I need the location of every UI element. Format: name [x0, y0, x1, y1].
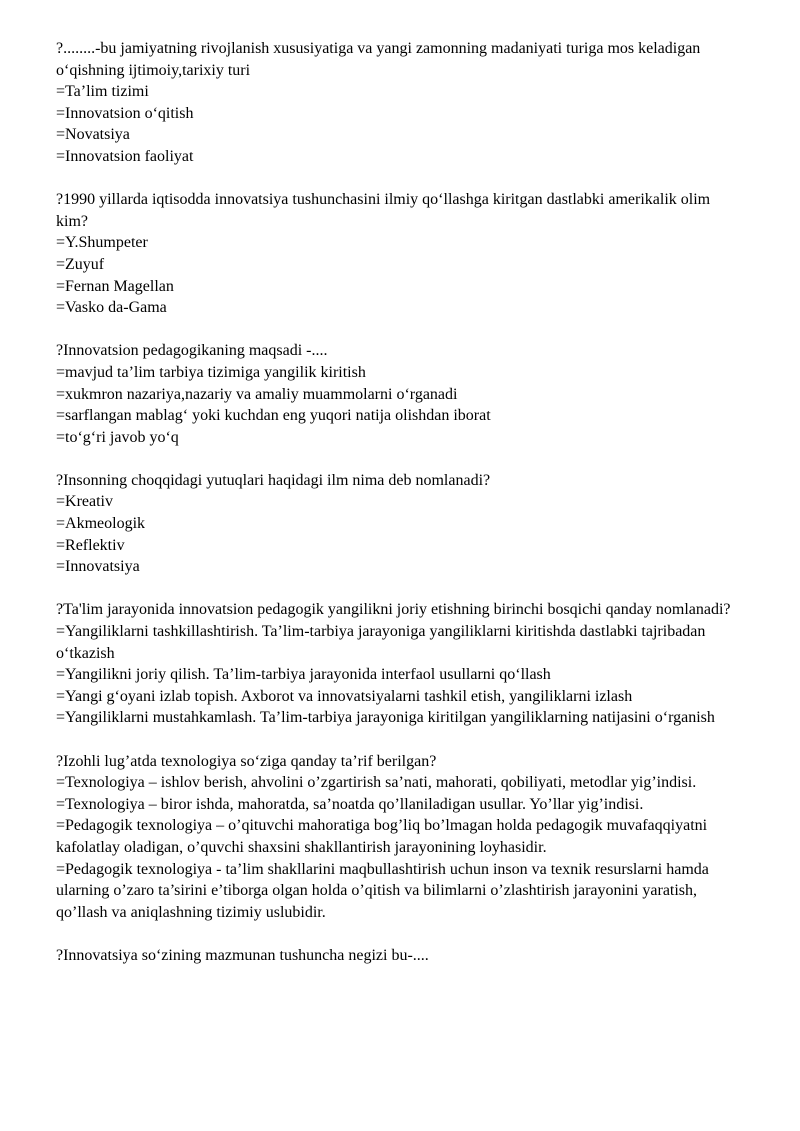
- answer-option: =Y.Shumpeter: [56, 234, 148, 252]
- answer-option: =Texnologiya – biror ishda, mahoratda, sa’noatda qo’llaniladigan usullar. Yo’llar yig’indisi.: [56, 795, 644, 813]
- answer-option: =Innovatsiya: [56, 558, 140, 576]
- question-text: ?Izohli lug’atda texnologiya so‘ziga qanday ta’rif berilgan?: [56, 752, 437, 770]
- answer-option: =mavjud ta’lim tarbiya tizimiga yangilik kiritish: [56, 363, 366, 381]
- question-text: ?Innovatsiya so‘zining mazmunan tushuncha negizi bu-....: [56, 946, 429, 964]
- answer-option: =to‘g‘ri javob yo‘q: [56, 428, 179, 446]
- question-block-3: [56, 340, 746, 448]
- answer-option: =xukmron nazariya,nazariy va amaliy muammolarni o‘rganadi: [56, 385, 458, 403]
- question-text: ?1990 yillarda iqtisodda innovatsiya tushunchasini ilmiy qo‘llashga kiritgan dastlabki amerikalik olim kim?: [56, 191, 711, 230]
- answer-option: =Vasko da-Gama: [56, 299, 167, 317]
- answer-option: =Innovatsion faoliyat: [56, 147, 194, 165]
- answer-option: =Novatsiya: [56, 126, 130, 144]
- answer-option: =Fernan Magellan: [56, 277, 174, 295]
- answer-option: =Pedagogik texnologiya - ta’lim shakllarini maqbullashtirish uchun inson va texnik resurslarni hamda ularning o’zaro ta’sirini e’tiborga olgan holda o’qitish va bilimlarni o’zlashtirish jarayonini yaratish, qo’llash va aniqlashning tizimiy uslubidir.: [56, 860, 709, 921]
- answer-option: =Yangiliklarni mustahkamlash. Ta’lim-tarbiya jarayoniga kiritilgan yangiliklarning natijasini o‘rganish: [56, 709, 715, 727]
- answer-option: =sarflangan mablag‘ yoki kuchdan eng yuqori natija olishdan iborat: [56, 407, 491, 425]
- question-text: ?Innovatsion pedagogikaning maqsadi -....: [56, 342, 328, 360]
- question-text: ?........-bu jamiyatning rivojlanish xususiyatiga va yangi zamonning madaniyati turiga mos keladigan o‘qishning ijtimoiy,tarixiy turi: [56, 40, 701, 79]
- answer-option: =Texnologiya – ishlov berish, ahvolini o’zgartirish sa’nati, mahorati, qobiliyati, metodlar yig’indisi.: [56, 774, 697, 792]
- question-block-5: [56, 599, 746, 729]
- question-block-6: [56, 751, 746, 924]
- question-block-1: [56, 38, 746, 168]
- answer-option: =Zuyuf: [56, 255, 105, 273]
- question-block-4: [56, 470, 746, 578]
- answer-option: =Yangiliklarni tashkillashtirish. Ta’lim-tarbiya jarayoniga yangiliklarni kiritishda dastlabki tajribadan o‘tkazish: [56, 623, 706, 662]
- question-text: ?Insonning choqqidagi yutuqlari haqidagi ilm nima deb nomlanadi?: [56, 471, 491, 489]
- question-block-2: [56, 189, 746, 319]
- answer-option: =Kreativ: [56, 493, 113, 511]
- question-text: ?Ta'lim jarayonida innovatsion pedagogik yangilikni joriy etishning birinchi bosqichi qanday nomlanadi?: [56, 601, 731, 619]
- answer-option: =Ta’lim tizimi: [56, 83, 149, 101]
- answer-option: =Innovatsion o‘qitish: [56, 104, 194, 122]
- answer-option: =Akmeologik: [56, 515, 146, 533]
- answer-option: =Yangi g‘oyani izlab topish. Axborot va innovatsiyalarni tashkil etish, yangiliklarni izlash: [56, 687, 633, 705]
- answer-option: =Pedagogik texnologiya – o’qituvchi mahoratiga bog’liq bo’lmagan holda pedagogik muvafaqqiyatni kafolatlay oladigan, o’quvchi shaxsini shakllantirish jarayonining loyhasidir.: [56, 817, 708, 856]
- answer-option: =Yangilikni joriy qilish. Ta’lim-tarbiya jarayonida interfaol usullarni qo‘llash: [56, 666, 551, 684]
- document-page: [56, 38, 746, 988]
- answer-option: =Reflektiv: [56, 536, 125, 554]
- question-block-7: [56, 945, 746, 967]
